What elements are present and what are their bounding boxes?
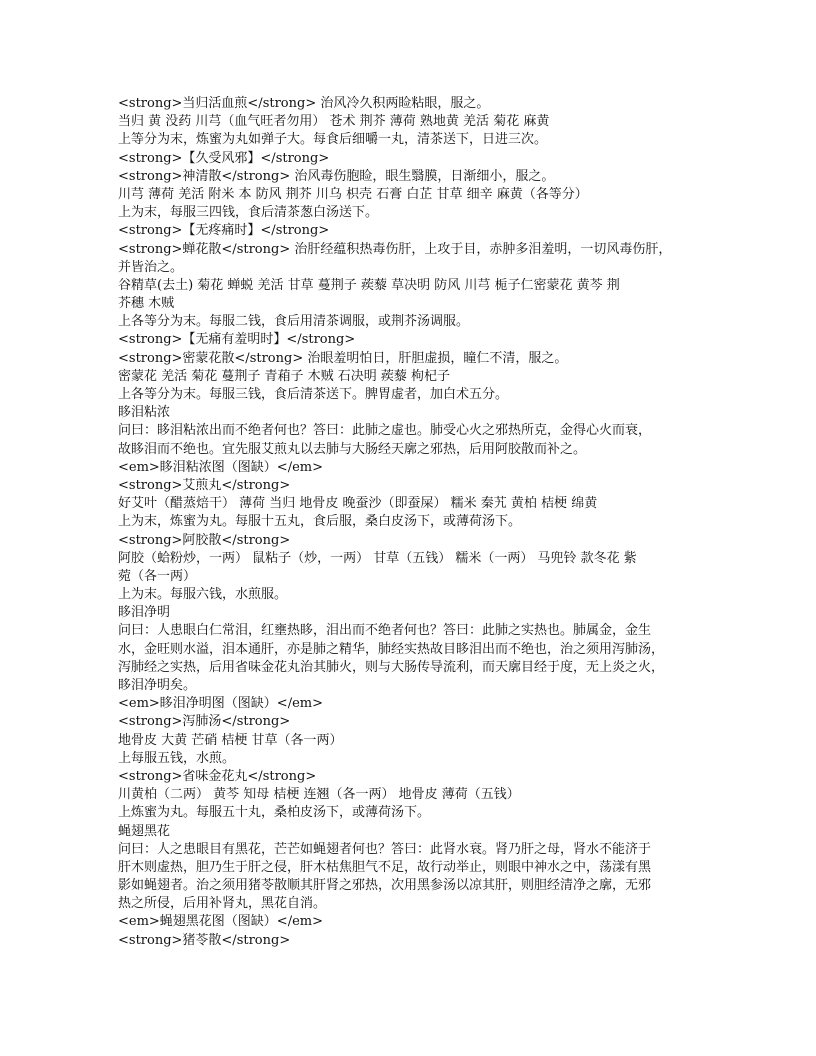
text-line: <strong>密蒙花散</strong> 治眼羞明怕日，肝胆虚损，瞳仁不清，服之。	[118, 350, 568, 366]
text-line: 密蒙花 羌活 菊花 蔓荆子 青葙子 木贼 石决明 蒺藜 枸杞子	[118, 368, 451, 384]
text-line: 菀（各一两）	[118, 568, 197, 584]
text-line: 问曰：人患眼白仁常泪，红壅热眵，泪出而不绝者何也？答曰：此肺之实热也。肺属金，金生	[118, 623, 652, 639]
text-line: 肝木则虚热，胆乃生于肝之侵，肝木枯焦胆气不足，故行动举止，则眼中神水之中，荡漾有黑	[118, 859, 652, 875]
document-body	[118, 95, 718, 950]
text-line: 并皆治之。	[118, 259, 184, 275]
text-line: <strong>阿胶散</strong>	[118, 532, 291, 548]
text-line: 眵泪净明矣。	[118, 678, 197, 693]
text-line: 蝇翅黑花	[118, 823, 171, 839]
text-line: <strong>【久受风邪】</strong>	[118, 150, 330, 166]
text-line: 上各等分为末。每服三钱，食后清茶送下。脾胃虚者，加白术五分。	[118, 387, 509, 402]
text-line: 谷精草(去土) 菊花 蝉蜕 羌活 甘草 蔓荆子 蒺藜 草决明 防风 川芎 栀子仁密蒙花 黄芩 荆	[118, 277, 620, 293]
text-line: 上为末。每服六钱，水煎服。	[118, 587, 288, 603]
text-line: 热之所侵，后用补肾丸，黑花自消。	[118, 896, 327, 912]
text-line: 眵泪净明	[118, 605, 171, 621]
text-line: 阿胶（蛤粉炒，一两） 鼠粘子（炒，一两） 甘草（五钱） 糯米（一两） 马兜铃 款冬花 紫	[118, 550, 637, 566]
text-line: <em>眵泪净明图（图缺）</em>	[118, 696, 323, 712]
text-line: 当归 黄 没药 川芎（血气旺者勿用） 苍术 荆芥 薄荷 熟地黄 羌活 菊花 麻黄	[118, 114, 550, 130]
text-line: 上炼蜜为丸。每服五十丸，桑柏皮汤下，或薄荷汤下。	[118, 805, 431, 821]
text-line: 好艾叶（醋蒸焙干） 薄荷 当归 地骨皮 晚蚕沙（即蚕屎） 糯米 秦艽 黄柏 桔梗 绵黄	[118, 496, 598, 512]
text-line: 地骨皮 大黄 芒硝 桔梗 甘草（各一两）	[118, 732, 343, 748]
text-line: 眵泪粘浓	[118, 405, 171, 421]
text-line: 上等分为末，炼蜜为丸如弹子大。每食后细嚼一丸，清茶送下，日进三次。	[118, 132, 548, 148]
text-line: 上为末，炼蜜为丸。每服十五丸，食后服，桑白皮汤下，或薄荷汤下。	[118, 514, 522, 530]
text-line: 水，金旺则水溢，泪本通肝，亦是肺之精华，肺经实热故目眵泪出而不绝也，治之须用泻肺汤，	[118, 641, 665, 657]
text-line: 问曰：人之患眼目有黑花，芒芒如蝇翅者何也？答曰：此肾水衰。肾乃肝之母，肾水不能济于	[118, 841, 652, 857]
text-line: <strong>省味金花丸</strong>	[118, 768, 317, 784]
text-line: <strong>艾煎丸</strong>	[118, 477, 291, 493]
text-line: <strong>【无疼痛时】</strong>	[118, 223, 330, 239]
text-line: 问曰：眵泪粘浓出而不绝者何也？答曰：此肺之虚也。肺受心火之邪热所克，金得心火而衰，	[118, 423, 652, 439]
text-line: 故眵泪而不绝也。宜先服艾煎丸以去肺与大肠经天廓之邪热，后用阿胶散而补之。	[118, 441, 587, 457]
text-line: 上各等分为末。每服二钱，食后用清茶调服，或荆芥汤调服。	[118, 314, 470, 330]
text-line: <strong>蝉花散</strong> 治肝经蕴积热毒伤肝，上攻于目，赤肿多泪羞明，一切风毒伤肝，	[118, 241, 672, 257]
text-line: 上为末，每服三四钱，食后清茶葱白汤送下。	[118, 205, 379, 221]
text-line: 芥穗 木贼	[118, 296, 175, 312]
text-line: 上每服五钱，水煎。	[118, 750, 236, 766]
text-line: <strong>神清散</strong> 治风毒伤胞睑，眼生翳膜，日渐细小，服之。	[118, 168, 555, 184]
text-line: 泻肺经之实热，后用省味金花丸治其肺火，则与大肠传导流利，而天廓目经于度，无上炎之火，	[118, 659, 665, 675]
text-line: <em>眵泪粘浓图（图缺）</em>	[118, 459, 323, 475]
text-line: <strong>当归活血煎</strong> 治风冷久积两睑粘眼，服之。	[118, 96, 490, 111]
text-line: <strong>泻肺汤</strong>	[118, 714, 291, 730]
text-line: <strong>猪苓散</strong>	[118, 932, 291, 948]
text-line: 影如蝇翅者。治之须用猪苓散顺其肝肾之邪热，次用黑参汤以凉其肝，则胆经清净之廓，无邪	[118, 878, 652, 894]
text-line: 川芎 薄荷 羌活 附米 本 防风 荆芥 川乌 枳壳 石膏 白芷 甘草 细辛 麻黄（各等分）	[118, 186, 588, 202]
text-line: 川黄柏（二两） 黄芩 知母 桔梗 连翘（各一两） 地骨皮 薄荷（五钱）	[118, 787, 520, 803]
text-line: <strong>【无痛有羞明时】</strong>	[118, 332, 356, 348]
text-line: <em>蝇翅黑花图（图缺）</em>	[118, 914, 323, 930]
